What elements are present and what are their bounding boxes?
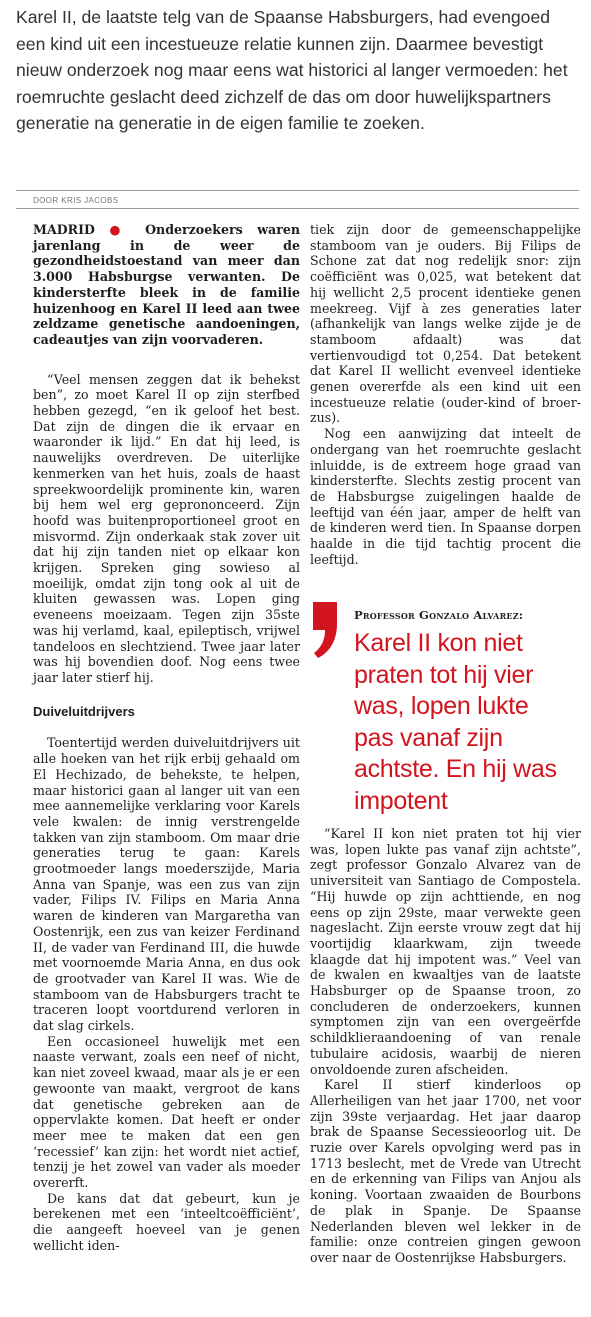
body-paragraph: “Veel mensen zeggen dat ik behekst ben”, zo moet Karel II op zijn sterfbed hebben gezegd, “en ik geloof het best. Dat zijn de dingen die ik ervaar en waaronder ik lijd.” En dat hij leed, is nauwelijks overdreven. De uiterlijke kenmerken van het huis, zoals de haast spreekwoordelijk prominente kin, waren bij hem wel erg geprononceerd. Zijn hoofd was buitenproportioneel groot en misvormd. Zijn onderkaak stak zover uit dat hij zijn tanden niet op elkaar kon krijgen. Spreken ging sowieso al moeilijk, omdat zijn tong ook al uit de kluiten gewassen was. Lopen ging eveneens moeizaam. Tegen zijn 35ste was hij verlamd, kaal, epileptisch, vrijwel tandeloos en slechtziend. Twee jaar later was hij bovendien doof. Nog eens twee jaar later stierf hij.: [33, 371, 300, 685]
dateline-dot-icon: ●: [109, 222, 131, 237]
body-paragraph: “Karel II kon niet praten tot hij vier was, lopen lukte pas vanaf zijn achtste”, zegt professor Gonzalo Alvarez van de universiteit van Santiago de Compostela. “Hij huwde op zijn achttiende, en nog eens op zijn 29ste, maar verwekte geen nageslacht. Zijn eerste vrouw zegt dat hij voortijdig klaarkwam, zijn tweede klaagde dat hij impotent was.” Veel van de kwalen en kwaaltjes van de laatste Habsburger op de Spaanse troon, zo concluderen de onderzoekers, kunnen symptomen zijn van een overgeërfde schildklieraandoening of van renale tubulaire acidosis, waarbij de nieren onvoldoende zuren afscheiden.: [310, 826, 581, 1077]
intro-text: Onderzoekers waren jarenlang in de weer de gezondheidstoestand van meer dan 3.000 Habsburgse verwanten. De kindersterfte bleek in de familie huizenhoog en Karel II leed aan twee zeldzame genetische aandoeningen, cadeautjes van zijn voorvaderen.: [33, 222, 300, 347]
intro-paragraph: [33, 222, 300, 348]
left-column: [33, 222, 300, 1254]
subhead: Duiveluitdrijvers: [33, 703, 135, 719]
quote-mark-icon: [310, 598, 340, 660]
byline: DOOR KRIS JACOBS: [33, 196, 119, 205]
top-rule: [16, 190, 579, 191]
quote-attribution: Professor Gonzalo Alvarez:: [354, 608, 524, 622]
dateline: MADRID: [33, 222, 95, 237]
byline-rule: [16, 208, 579, 209]
body-paragraph: tiek zijn door de gemeenschappelijke stamboom van je ouders. Bij Filips de Schone zat dat nog redelijk snor: zijn coëfficiënt was 0,025, wat betekent dat hij wellicht 2,5 procent identieke genen meekreeg. Vijf à zes generaties later (afhankelijk van langs welke zijde je de stamboom afdaalt) was dat vertienvoudigd tot 0,254. Dat betekent dat Karel II wellicht evenveel identieke genen overerfde als een kind uit een incestueuze relatie (ouder-kind of broer-zus).: [310, 222, 581, 426]
pull-quote: [310, 598, 581, 814]
body-paragraph: Toentertijd werden duiveluitdrijvers uit alle hoeken van het rijk erbij gehaald om El Hechizado, de behekste, te helpen, maar historici gaan al langer uit van een mee aannemelijke verklaring voor Karels vele kwalen: de innig verstrengelde takken van zijn stamboom. Om maar drie generaties terug te gaan: Karels grootmoeder langs moederszijde, Maria Anna van Spanje, was een zus van zijn vader, Filips IV. Filips en Maria Anna waren de kinderen van Margaretha van Oostenrijk, een zus van keizer Ferdinand II, de vader van Ferdinand III, die huwde met voornoemde Maria Anna, en dus ook de grootvader van Karel II was. Wie de stamboom van de Habsburgers tracht te traceren loopt voortdurend verloren in dat slag cirkels.: [33, 735, 300, 1034]
body-paragraph: Karel II stierf kinderloos op Allerheiligen van het jaar 1700, net voor zijn 39ste verjaardag. Het jaar daarop brak de Spaanse Secessieoorlog uit. De ruzie over Karels opvolging werd pas in 1713 beslecht, met de Vrede van Utrecht en de erkenning van Filips van Anjou als koning. Voortaan zwaaiden de Bourbons de plak in Spanje. De Spaanse Nederlanden bleven wel lekker in de familie: onze contreien gingen gewoon over naar de Oostenrijkse Habsburgers.: [310, 1077, 581, 1265]
lead-paragraph: Karel II, de laatste telg van de Spaanse Habsburgers, had evengoed een kind uit een incestueuze relatie kunnen zijn. Daarmee bevestigt nieuw onderzoek nog maar eens wat historici al langer vermoeden: het roemruchte geslacht deed zichzelf de das om door huwelijkspartners generatie na generatie in de eigen familie te zoeken.: [16, 7, 568, 133]
right-column-lower: [310, 826, 581, 1266]
quote-text: Karel II kon niet praten tot hij vier was, lopen lukte pas vanaf zijn achtste. En hij was impotent: [354, 629, 557, 815]
body-paragraph: Nog een aanwijzing dat inteelt de ondergang van het roemruchte geslacht inluidde, is de extreem hoge graad van kindersterfte. Slechts zestig procent van de Habsburgse zuigelingen haalde de leeftijd van één jaar, amper de helft van de kinderen werd tien. In Spaanse dorpen haalde in die tijd tachtig procent die leeftijd.: [310, 426, 581, 567]
right-column: [310, 222, 581, 567]
body-paragraph: De kans dat dat gebeurt, kun je berekenen met een ‘inteeltcoëfficiënt’, die aangeeft hoeveel van je genen wellicht iden-: [33, 1190, 300, 1253]
body-paragraph: Een occasioneel huwelijk met een naaste verwant, zoals een neef of nicht, kan niet zoveel kwaad, maar als je er een gewoonte van maakt, vergroot de kans dat genetische gebreken aan de oppervlakte komen. Dat heeft er onder meer mee te maken dat een gen ‘recessief’ kan zijn: het wordt niet actief, tenzij je het zowel van vader als moeder overerft.: [33, 1033, 300, 1191]
